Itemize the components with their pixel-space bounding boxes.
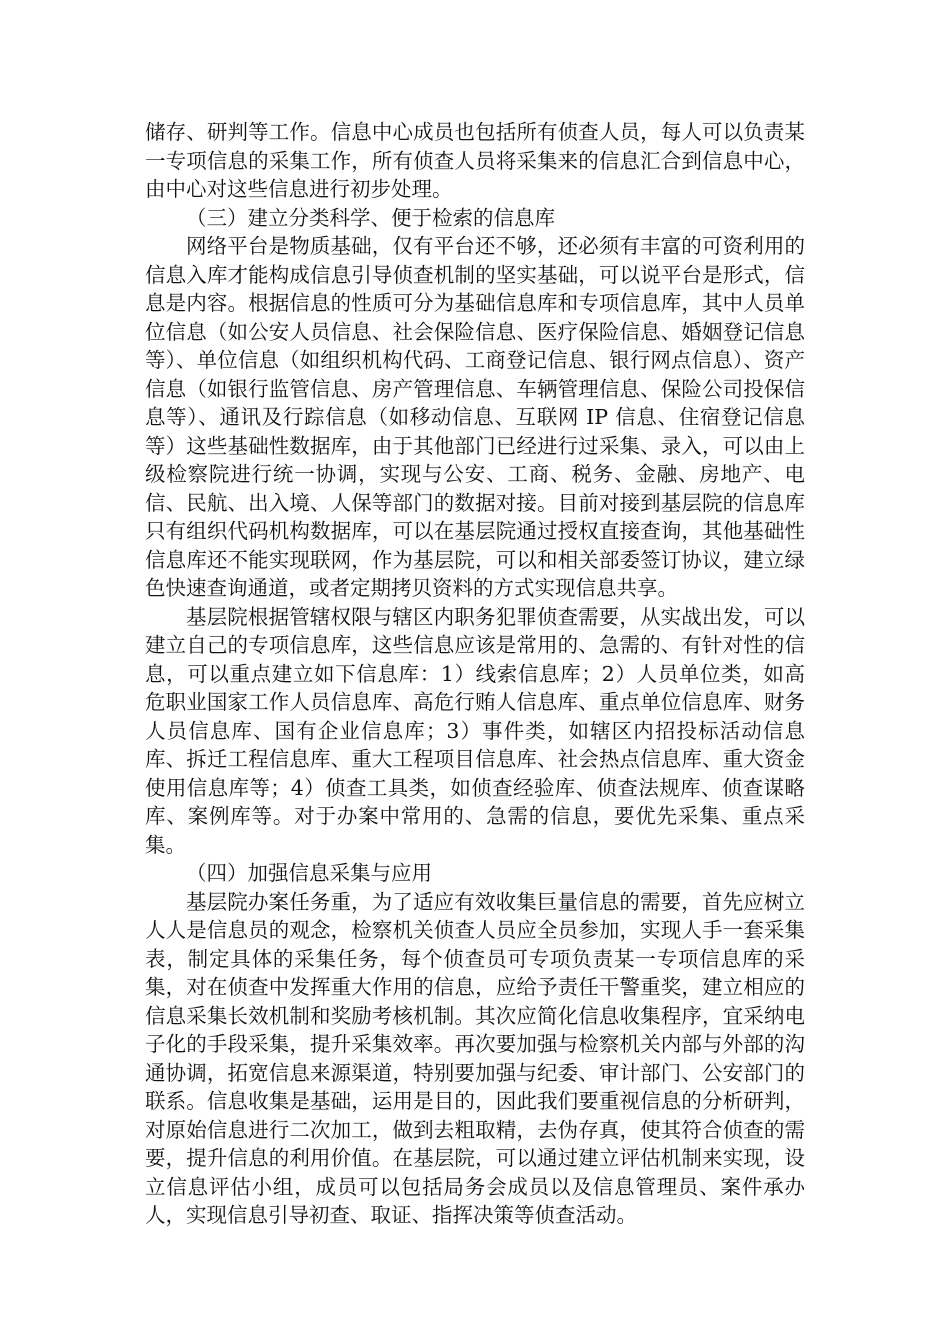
section-heading-4: （四）加强信息采集与应用 — [186, 861, 432, 885]
section-heading-3: （三）建立分类科学、便于检索的信息库 — [186, 205, 555, 230]
paragraph-info-database: 网络平台是物质基础，仅有平台还不够，还必须有丰富的可资利用的信息入库才能构成信息引导侦查机制的坚实基础，可以说平台是形式，信息是内容。根据信息的性质可分为基础信息库和专项信息库，其中人员单位信息（如公安人员信息、社会保险信息、医疗保险信息、婚姻登记信息等）、单位信息（如组织机构代码、工商登记信息、银行网点信息）、资产信息（如银行监管信息、房产管理信息、车辆管理信息、保险公司投保信息等）、通讯及行踪信息（如移动信息、互联网 IP 信息、住宿登记信息等）这些基础性数据库，由于其他部门已经进行过采集、录入，可以由上级检察院进行统一协调，实现与公安、工商、税务、金融、房地产、电信、民航、出入境、人保等部门的数据对接。目前对接到基层院的信息库只有组织代码机构数据库，可以在基层院通过授权直接查询，其他基础性信息库还不能实现联网，作为基层院，可以和相关部委签订协议，建立绿色快速查询通道，或者定期拷贝资料的方式实现信息共享。 — [145, 234, 805, 600]
paragraph-continuation: 储存、研判等工作。信息中心成员也包括所有侦查人员，每人可以负责某一专项信息的采集工作，所有侦查人员将采集来的信息汇合到信息中心，由中心对这些信息进行初步处理。 — [145, 120, 805, 201]
paragraph-special-database: 基层院根据管辖权限与辖区内职务犯罪侦查需要，从实战出发，可以建立自己的专项信息库，这些信息应该是常用的、急需的、有针对性的信息，可以重点建立如下信息库：1）线索信息库；2）人员单位类，如高危职业国家工作人员信息库、高危行贿人信息库、重点单位信息库、财务人员信息库、国有企业信息库；3）事件类，如辖区内招投标活动信息库、拆迁工程信息库、重大工程项目信息库、社会热点信息库、重大资金使用信息库等；4）侦查工具类，如侦查经验库、侦查法规库、侦查谋略库、案例库等。对于办案中常用的、急需的信息，要优先采集、重点采集。 — [145, 604, 805, 857]
document-body — [145, 118, 805, 1230]
paragraph-info-collection: 基层院办案任务重，为了适应有效收集巨量信息的需要，首先应树立人人是信息员的观念，检察机关侦查人员应全员参加，实现人手一套采集表，制定具体的采集任务，每个侦查员可专项负责某一专项信息库的采集，对在侦查中发挥重大作用的信息，应给予责任干警重奖，建立相应的信息采集长效机制和奖励考核机制。其次应简化信息收集程序，宜采纳电子化的手段采集，提升采集效率。再次要加强与检察机关内部与外部的沟通协调，拓宽信息来源渠道，特别要加强与纪委、审计部门、公安部门的联系。信息收集是基础，运用是目的，因此我们要重视信息的分析研判，对原始信息进行二次加工，做到去粗取精，去伪存真，使其符合侦查的需要，提升信息的利用价值。在基层院，可以通过建立评估机制来实现，设立信息评估小组，成员可以包括局务会成员以及信息管理员、案件承办人，实现信息引导初查、取证、指挥决策等侦查活动。 — [145, 889, 805, 1227]
